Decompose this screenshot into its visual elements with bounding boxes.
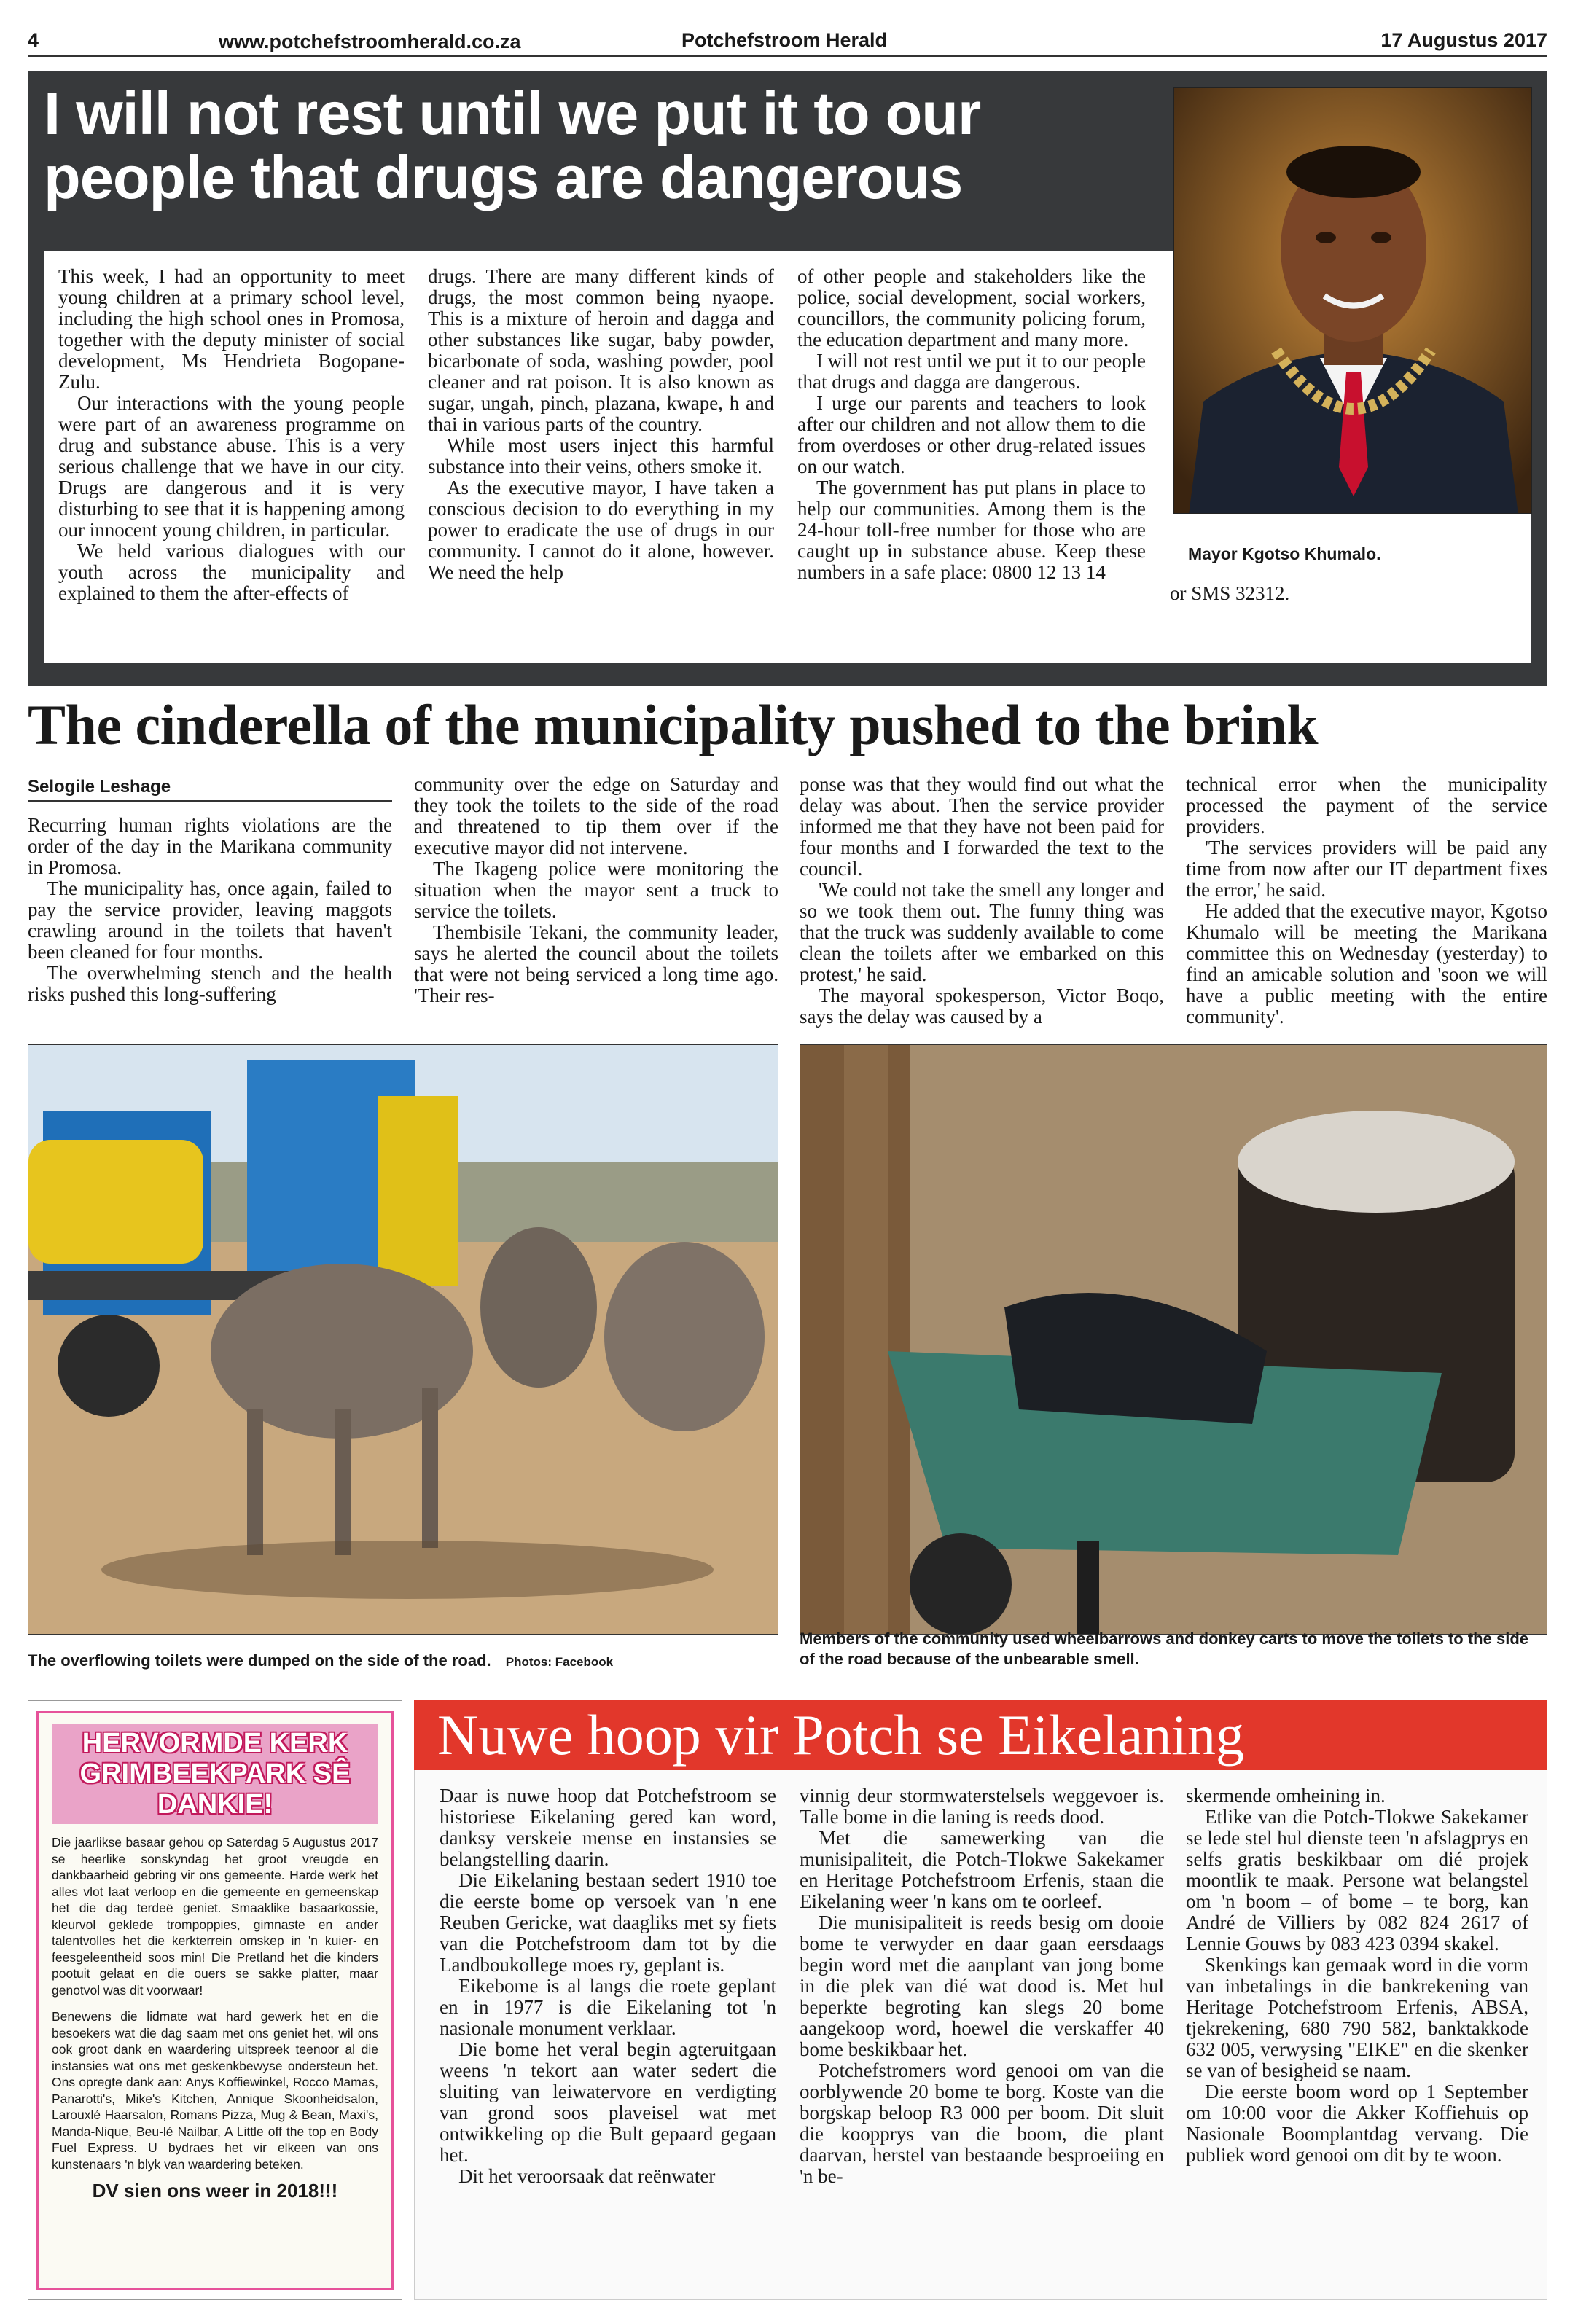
cinderella-column-3 (800, 774, 1164, 1028)
paragraph: community over the edge on Saturday and they took the toilets to the side of the road and threatened to tip them over if the executive mayor did not intervene. (414, 773, 778, 858)
wheelbarrow-caption: Members of the community used wheelbarrows and donkey carts to move the toilets to the side of the road because of the unbearable smell. (800, 1629, 1528, 1668)
paragraph: The government has put plans in place to help our communities. Among them is the 24-hour toll-free number for those who are caught up in substance abuse. Keep these numbers in a safe place: 0800 12 13 14 (797, 477, 1146, 583)
ad-title: HERVORMDE KERK GRIMBEEKPARK SÊ DANKIE! (52, 1724, 378, 1824)
paragraph: I urge our parents and teachers to look after our children and not allow them to die from overdoses or other drug-related issues on our watch. (797, 392, 1146, 477)
paragraph: Thembisile Tekani, the community leader, says he alerted the council about the toilets that were not being serviced a long time ago. 'Their res- (414, 921, 778, 1006)
paragraph: The mayoral spokesperson, Victor Boqo, says the delay was caused by a (800, 985, 1164, 1028)
mayor-portrait-illustration (1174, 88, 1532, 514)
mayor-sms-line: or SMS 32312. (1170, 582, 1290, 604)
paragraph: Daar is nuwe hoop dat Potchefstroom se historiese Eikelaning gered kan word, danksy verskeie mense en instansies se belangstelling daarin. (440, 1785, 776, 1870)
eikelaning-headline: Nuwe hoop vir Potch se Eikelaning (437, 1703, 1244, 1767)
paragraph: 'We could not take the smell any longer and so we took them out. The funny thing was that the truck was suddenly available to come clean the toilets after we embarked on this protest,' he said. (800, 879, 1164, 985)
paragraph: Eikebome is al langs die roete geplant en in 1977 is die Eikelaning tot 'n nasionale monument verklaar. (440, 1975, 776, 2039)
paragraph: The overwhelming stench and the health risks pushed this long-suffering (28, 962, 392, 1005)
paragraph: We held various dialogues with our youth across the municipality and explained to them the after-effects of (58, 540, 405, 604)
eikelaning-column-3 (1186, 1785, 1528, 2166)
paragraph: skermende omheining in. (1186, 1785, 1386, 1807)
paragraph: Die Eikelaning bestaan sedert 1910 toe die eerste bome op versoek van 'n ene Reuben Gericke, wat daagliks met sy fiets van die Potchefstroom dam tot by die Landboukollege moes ry, geplant is. (440, 1869, 776, 1976)
header-rule (28, 55, 1547, 57)
ad-footer: DV sien ons weer in 2018!!! (92, 2180, 338, 2202)
issue-date: 17 Augustus 2017 (1380, 29, 1547, 51)
cinderella-column-4 (1186, 774, 1547, 1028)
website-url[interactable]: www.potchefstroomherald.co.za (219, 31, 521, 52)
paragraph: drugs. There are many different kinds of drugs, the most common being nyaope. This is a mixture of heroin and dagga and other substances like sugar, baby powder, bicarbonate of soda, washing powder, pool cleaner and rat poison. It is also known as sugar, ungah, pinch, plazana, kwape, h and thai in various parts of the country. (428, 265, 774, 435)
paragraph: Etlike van die Potch-Tlokwe Sakekamer se lede stel hul dienste teen 'n afslagprys en selfs gratis beskikbaar om dié projek moontlik te maak. Persone wat belangstel om 'n boom – of bome – te borg, kan André de Villiers by 082 824 2617 of Lennie Gouws by 083 423 0394 skakel. (1186, 1806, 1528, 1955)
paragraph: While most users inject this harmful substance into their veins, others smoke it. (428, 434, 774, 477)
paragraph: Met die samewerking van die munisipaliteit, die Potch-Tlokwe Sakekamer en Heritage Potchefstroom Erfenis, staan die Eikelaning weer 'n kans om te oorleef. (800, 1827, 1164, 1912)
paragraph: Potchefstromers word genooi om van die oorblywende 20 bome te borg. Koste van die borgskap beloop R3 000 per boom. Dit sluit die koopprys van die boom, die plant daarvan, herstel van bestaande besproeiing en 'n be- (800, 2059, 1164, 2187)
paragraph: The municipality has, once again, failed to pay the service provider, leaving maggots crawling around in the toilets that haven't been cleaned for four months. (28, 877, 392, 963)
donkey-cart-illustration (28, 1045, 778, 1635)
donkey-cart-caption (28, 1651, 778, 1672)
ad-paragraph-2: Benewens die lidmate wat hard gewerk het en die besoekers wat die dag saam met ons geniet het, wil ons ook groot dank en waardering uitspreek teenoor al die instansies wat ons met geskenkbewyse ondersteun het. Ons opregte dank aan: Anys Koffiewinkel, Rocco Mamas, Panarotti's, Mike's Kitchen, Annique Skoonheidsalon, Larouxlé Haarsalon, Romans Pizza, Mug & Bean, Maxi's, Manda-Nique, Beu-lé Nailbar, A Little off the top en Body Fuel Express. U bydraes het vir elkeen van ons kunstenaars 'n blyk van waardering beteken. (52, 2009, 378, 2172)
mayor-portrait-photo (1173, 87, 1532, 514)
mayor-photo-caption: Mayor Kgotso Khumalo. (1188, 544, 1381, 563)
cinderella-column-2 (414, 774, 778, 1006)
paragraph: of other people and stakeholders like the police, social development, social workers, councillors, the community policing forum, the education department and many more. (797, 265, 1146, 351)
paragraph: 'The services providers will be paid any time from now after our IT department fixes the error,' he said. (1186, 837, 1547, 901)
paragraph: Skenkings kan gemaak word in die vorm van inbetalings in die bankrekening van Heritage Potchefstroom Erfenis, ABSA, tjekrekening, 680 790 582, banktakkode 632 005, verwysing "EIKE" en die skenker se van of besigheid se naam. (1186, 1954, 1528, 2081)
wheelbarrow-illustration (800, 1045, 1547, 1635)
wheelbarrow-photo (800, 1044, 1547, 1635)
paragraph: The Ikageng police were monitoring the situation when the mayor sent a truck to service the toilets. (414, 858, 778, 922)
paragraph: Recurring human rights violations are the order of the day in the Marikana community in Promosa. (28, 814, 392, 878)
newspaper-name: Potchefstroom Herald (681, 29, 888, 51)
paragraph: Die bome het veral begin agteruitgaan weens 'n tekort aan water sedert die sluiting van leiwatervore en verdigting van grond soos plaveisel wat met ontwikkeling op die Bult gepaard gegaan het. (440, 2038, 776, 2166)
paragraph: Die eerste boom word op 1 September om 10:00 voor die Akker Koffiehuis op Nasionale Boomplantdag vervang. Die publiek word genooi om dit by te woon. (1186, 2081, 1528, 2166)
donkey-cart-photo (28, 1044, 778, 1635)
mayor-article-column-1 (58, 266, 405, 604)
eikelaning-column-2 (800, 1785, 1164, 2187)
paragraph: Die munisipaliteit is reeds besig om dooie bome te verwyder en daar gaan eersdaags begin word met die aanplant van jong bome in die plek van dié wat dood is. Met hul beperkte begroting kan slegs 20 bome aangekoop word, hoewel die verskaffer 40 bome beskikbaar het. (800, 1912, 1164, 2060)
paragraph: He added that the executive mayor, Kgotso Khumalo will be meeting the Marikana committee this on Wednesday (yesterday) to find an amicable solution and 'soon we will have a public meeting with the entire community'. (1186, 900, 1547, 1028)
donkey-cart-caption-text: The overflowing toilets were dumped on the side of the road. (28, 1651, 491, 1670)
church-thank-you-ad (36, 1711, 394, 2290)
page-number: 4 (28, 29, 39, 51)
cinderella-column-1 (28, 815, 392, 1005)
paragraph: I will not rest until we put it to our people that drugs and dagga are dangerous. (797, 350, 1146, 393)
paragraph: As the executive mayor, I have taken a conscious decision to do everything in my power to eradicate the use of drugs in our community. I cannot do it alone, however. We need the help (428, 477, 774, 583)
photo-credit: Photos: Facebook (505, 1655, 614, 1669)
paragraph: technical error when the municipality processed the payment of the service providers. (1186, 773, 1547, 837)
paragraph: Dit het veroorsaak dat reënwater (458, 2165, 716, 2187)
mayor-article-headline: I will not rest until we put it to our people that drugs are dangerous (44, 79, 981, 211)
paragraph: ponse was that they would find out what the delay was about. Then the service provider informed me that they have not been paid for four months and I forwarded the text to the council. (800, 773, 1164, 880)
paragraph: This week, I had an opportunity to meet young children at a primary school level, including the high school ones in Promosa, together with the deputy minister of social development, Ms Hendrieta Bogopane-Zulu. (58, 265, 405, 393)
eikelaning-column-1 (440, 1785, 776, 2187)
cinderella-byline: Selogile Leshage (28, 777, 392, 802)
mayor-article-column-3 (797, 266, 1146, 583)
paragraph: Our interactions with the young people were part of an awareness programme on drug and substance abuse. This is a very serious challenge that we have in our city. Drugs are dangerous and it is very disturbing to see that it is happening among our innocent young children, in particular. (58, 392, 405, 541)
paragraph: vinnig deur stormwaterstelsels weggevoer is. Talle bome in die laning is reeds dood. (800, 1785, 1164, 1828)
mayor-article-column-2 (428, 266, 774, 583)
cinderella-article-headline: The cinderella of the municipality pushed to the brink (28, 693, 1319, 756)
ad-paragraph-1: Die jaarlikse basaar gehou op Saterdag 5 Augustus 2017 se heerlike sonskyndag het groot vreugde en dankbaarheid gebring vir ons gemeente. Harde werk het alles vlot laat verloop en die gemeente en gemeenskap het die dag terdeë geniet. Smaaklike basaarkossie, kleurvol geklede trompoppies, gimnaste en ander talentvolles het die kerkterrein omskep in 'n kuier- en feesgeleentheid soos min! Die Pretland het die kinders pootuit gelaat en die ouers se sakke platter, maar genotvol was dit voorwaar! (52, 1835, 378, 1998)
